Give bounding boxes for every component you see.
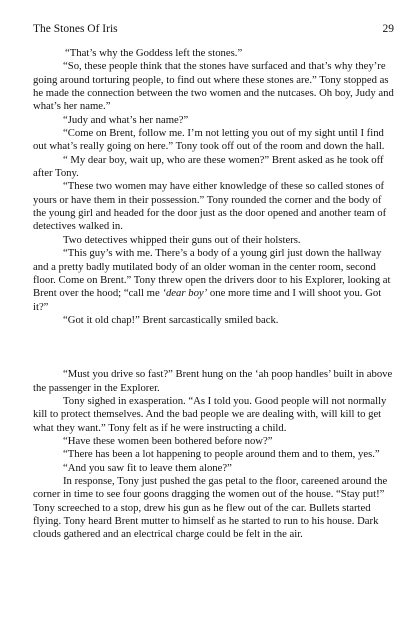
paragraph: “ My dear boy, wait up, who are these women?” Brent asked as he took off after Tony. <box>33 153 384 180</box>
paragraph: “That’s why the Goddess left the stones.” <box>65 47 243 59</box>
book-title: The Stones Of Iris <box>33 23 118 35</box>
running-header <box>33 22 394 36</box>
page-number: 29 <box>382 23 394 35</box>
paragraph: Two detectives whipped their guns out of their holsters. <box>63 233 301 246</box>
paragraph: Tony sighed in exasperation. “As I told you. Good people will not normally kill to protect themselves. And the bad people we are dealing with, will kill to get what they want.” Tony felt as if he were instructing a child. <box>33 394 387 434</box>
paragraph: “Must you drive so fast?” Brent hung on the ‘ah poop handles’ built in above the passenger in the Explorer. <box>33 368 393 394</box>
paragraph: “These two women may have either knowledge of these so called stones of yours or have them in their possession.” Tony rounded the corner and the body of the young girl and headed for the door just as the door opened and another team of detectives walked in. <box>33 180 387 233</box>
paragraph: “So, these people think that the stones have surfaced and that’s why they’re going around torturing people, to find out where these stones are.” Tony stopped as he made the connection between the two women and the nutcases. Oh boy, Judy and what’s her name.” <box>33 60 394 113</box>
paragraph: In response, Tony just pushed the gas petal to the floor, careened around the corner in time to see four goons dragging the women out of the house. “Stay put!” Tony screeched to a stop, drew his gun as he flew out of the car. Bullets started flying. Tony heard Brent mutter to himself as he started to run to his house. Dark clouds gathered and an electrical charge could be felt in the air. <box>33 474 388 541</box>
page-body <box>33 47 394 542</box>
emphasized-text: ‘dear boy’ <box>162 287 208 300</box>
paragraph: “And you saw fit to leave them alone?” <box>63 461 232 474</box>
section-break <box>33 327 394 368</box>
paragraph: “Got it old chap!” Brent sarcastically smiled back. <box>63 313 279 326</box>
paragraph: “Have these women been bothered before now?” <box>63 434 273 447</box>
paragraph-text: “This guy’s with me. There’s a body of a young girl just down the hallway and a pretty badly mutilated body of an older woman in the center room, second floor. Come on Brent.” Tony threw open the drivers door to his Explorer, looking at Brent over the hood; “call me <box>33 247 391 300</box>
paragraph-dear-boy <box>33 247 394 314</box>
paragraph: “Judy and what’s her name?” <box>63 113 189 126</box>
paragraph: “There has been a lot happening to people around them and to them, yes.” <box>63 448 380 461</box>
paragraph: “Come on Brent, follow me. I’m not letting you out of my sight until I find out what’s really going on here.” Tony took off out of the room and down the hall. <box>33 127 385 153</box>
paragraph-text: one more time and I will shoot you. Got it?” <box>33 287 382 313</box>
